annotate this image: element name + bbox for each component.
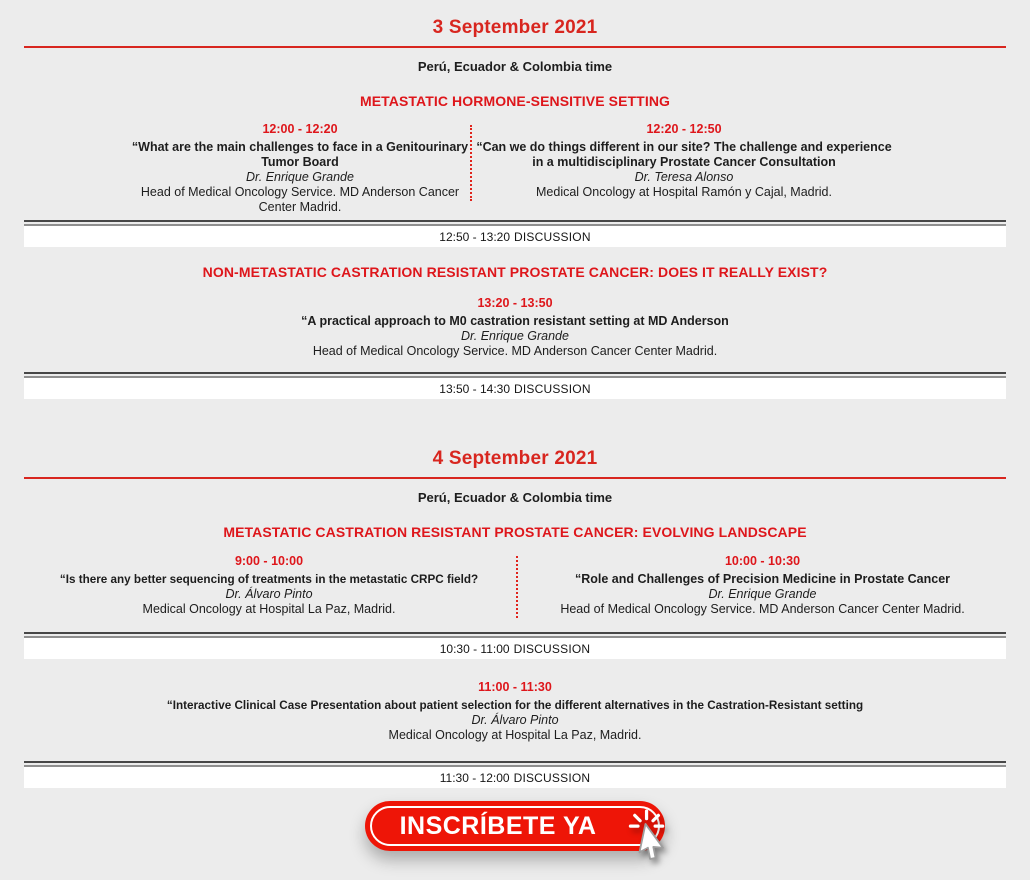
session-affiliation: Medical Oncology at Hospital La Paz, Madrid. — [388, 728, 642, 742]
day2-session-full — [24, 680, 1006, 743]
column-divider — [470, 125, 472, 201]
session-title: “Interactive Clinical Case Presentation about patient selection for the different alternatives in the Castration-Resistant setting — [166, 699, 864, 712]
session-time: 11:00 - 11:30 — [478, 680, 552, 694]
discussion-label: DISCUSSION — [514, 229, 591, 244]
session-speaker: Dr. Álvaro Pinto — [225, 587, 313, 601]
session-title: “Is there any better sequencing of treatments in the metastatic CRPC field? — [59, 573, 479, 586]
day2-section1-heading: METASTATIC CASTRATION RESISTANT PROSTATE CANCER: EVOLVING LANDSCAPE — [223, 524, 807, 540]
session-title: “Can we do things different in our site? The challenge and experience in a multidisciplinary Prostate Cancer Consultation — [476, 140, 892, 169]
day2-timezone-note: Perú, Ecuador & Colombia time — [417, 490, 613, 505]
session-speaker: Dr. Enrique Grande — [246, 170, 354, 184]
session-time: 10:00 - 10:30 — [724, 554, 801, 568]
discussion-bar — [24, 372, 1006, 399]
session-affiliation: Medical Oncology at Hospital La Paz, Madrid. — [142, 602, 396, 616]
session-title: “What are the main challenges to face in a Genitourinary Tumor Board — [131, 140, 469, 169]
discussion-label: DISCUSSION — [513, 770, 591, 785]
discussion-label: DISCUSSION — [514, 381, 591, 396]
discussion-bar — [24, 632, 1006, 659]
day2-session-right — [519, 554, 1006, 617]
session-time: 12:00 - 12:20 — [262, 122, 338, 136]
day2-date-rule — [24, 477, 1006, 479]
day1-date-rule — [24, 46, 1006, 48]
day1-section2-heading: NON-METASTATIC CASTRATION RESISTANT PROSTATE CANCER: DOES IT REALLY EXIST? — [202, 264, 828, 280]
session-time: 12:20 - 12:50 — [646, 122, 722, 136]
discussion-label: DISCUSSION — [513, 641, 591, 656]
session-affiliation: Head of Medical Oncology Service. MD Anderson Cancer Center Madrid. — [312, 344, 718, 358]
cursor-arrow-icon — [639, 824, 667, 861]
session-affiliation: Head of Medical Oncology Service. MD Anderson Cancer Center Madrid. — [140, 185, 460, 214]
session-title: “A practical approach to M0 castration resistant setting at MD Anderson — [301, 314, 729, 328]
click-starburst-icon — [630, 811, 662, 826]
session-time: 9:00 - 10:00 — [234, 554, 304, 568]
discussion-time: 13:50 - 14:30 — [439, 381, 511, 396]
day2-session-left — [24, 554, 514, 617]
discussion-bar — [24, 220, 1006, 247]
session-speaker: Dr. Álvaro Pinto — [471, 713, 559, 727]
session-time: 13:20 - 13:50 — [477, 296, 553, 310]
day1-date-heading: 3 September 2021 — [432, 17, 598, 38]
session-speaker: Dr. Enrique Grande — [708, 587, 817, 601]
discussion-time: 10:30 - 11:00 — [439, 641, 510, 656]
day2-date-heading: 4 September 2021 — [432, 448, 598, 469]
click-cursor-icon — [627, 810, 679, 868]
register-button-label: INSCRÍBETE YA — [399, 811, 597, 840]
day1-section1-heading: METASTATIC HORMONE-SENSITIVE SETTING — [359, 93, 671, 109]
session-speaker: Dr. Teresa Alonso — [634, 170, 734, 184]
session-affiliation: Medical Oncology at Hospital Ramón y Cajal, Madrid. — [536, 185, 832, 199]
day1-session-left — [128, 122, 472, 215]
session-title: “Role and Challenges of Precision Medicine in Prostate Cancer — [574, 572, 951, 586]
day1-timezone-note: Perú, Ecuador & Colombia time — [417, 59, 613, 74]
day1-session-full — [24, 296, 1006, 359]
session-speaker: Dr. Enrique Grande — [461, 329, 569, 343]
column-divider — [516, 556, 518, 618]
day1-session-right — [473, 122, 895, 200]
discussion-time: 12:50 - 13:20 — [439, 229, 511, 244]
discussion-time: 11:30 - 12:00 — [439, 770, 510, 785]
register-button[interactable] — [365, 801, 665, 851]
discussion-bar — [24, 761, 1006, 788]
session-affiliation: Head of Medical Oncology Service. MD Anderson Cancer Center Madrid. — [560, 602, 965, 616]
